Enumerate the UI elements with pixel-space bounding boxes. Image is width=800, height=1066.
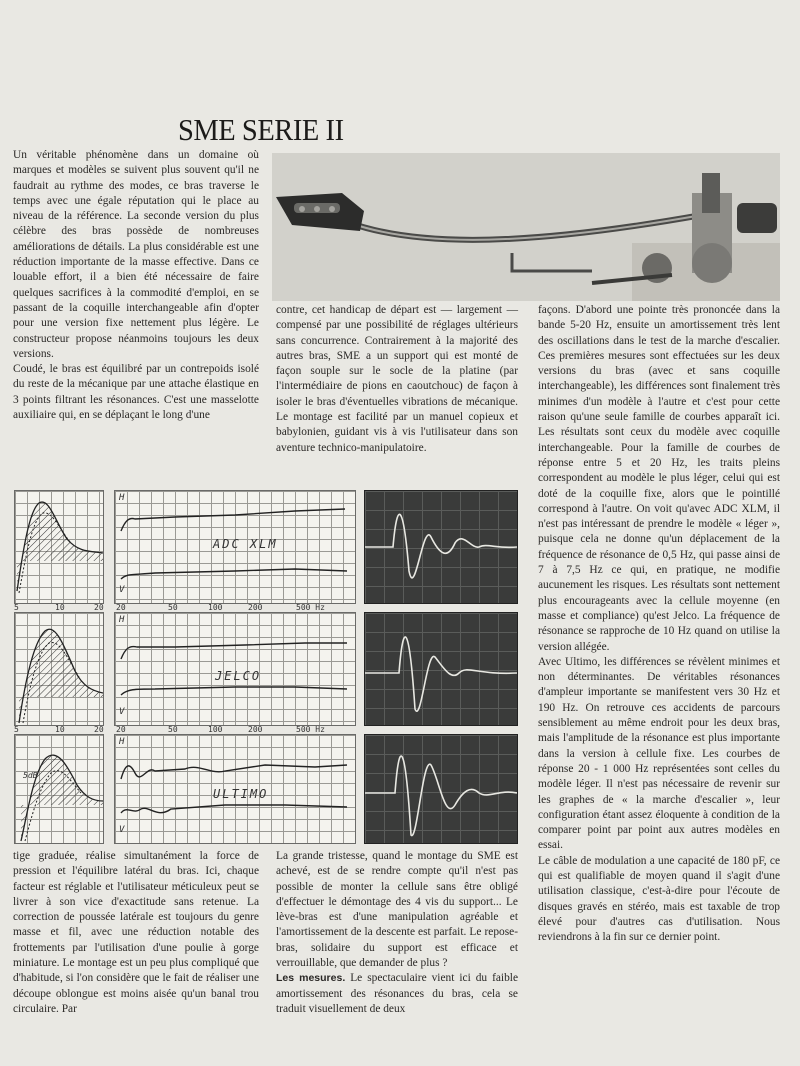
- column-2-bottom: [276, 849, 518, 1017]
- step-response-trace: [365, 735, 517, 843]
- step-response-scope-adc: [364, 490, 518, 604]
- paragraph: contre, cet handicap de départ est — largement — compensé par une possibilité de réglages ultérieurs sans concurrence. Contrairement à la majorité des autres bras, SME a un support qui est monté de façon souple sur le socle de la platine (par l'intermédiaire de pions en caoutchouc) de façon à isoler le bras d'éventuelles vibrations de mécanique. Le montage est facilité par un manuel copieux et babylonien, guidant vis à vis l'utilisateur dans son aventure technico-manipulatoire.: [276, 304, 518, 454]
- low-freq-chart-ultimo: [14, 734, 104, 844]
- tick-label: 20: [116, 725, 126, 734]
- wide-freq-chart-jelco: [114, 612, 356, 726]
- tick-label: 20: [94, 603, 104, 612]
- low-freq-curve: [15, 613, 103, 725]
- step-response-scope-ultimo: [364, 734, 518, 844]
- low-freq-curve: [15, 491, 103, 603]
- tick-label: 500 Hz: [296, 725, 325, 734]
- column-1-bottom: [13, 849, 259, 1017]
- column-1-top: [13, 148, 259, 423]
- tick-label: 5: [14, 603, 19, 612]
- step-response-trace: [365, 491, 517, 603]
- tonearm-photo: [272, 153, 780, 301]
- paragraph: façons. D'abord une pointe très prononcée dans la bande 5-20 Hz, ensuite un amortissement très lent des oscillations dans le test de la marche d'escalier. Ces premières mesures sont effectuées sur les deux versions du bras (avec et sans coquille interchangeable), les différences sont finalement très minimes d'un modèle à l'autre et c'est pour cette raison qu'une seule famille de courbes apparaît ici. Les résultats sont ceux du modèle avec coquille interchangeable. Pour la famille de courbes de réponse entre 5 et 20 Hz, les traits pleins correspondent au modèle le plus léger, celui qui est doté de la coquille fixe, alors que le pointillé correspond à l'autre. On voit qu'avec ADC XLM, il n'est pas intéressant de prendre le modèle « léger », puisque cela ne donne qu'un déplacement de la fréquence de résonance de 0,5 Hz, qui passe ainsi de 7 à 7,5 Hz ce qui, en pratique, ne modifie aucunement les risques. Les résultats sont nettement plus encourageants avec la cellule moyenne (en masse et compliance) qu'est Jelco. La fréquence de résonance se rapproche de 10 Hz quand on utilise la version allégée.: [538, 304, 780, 653]
- article-title: SME SERIE II: [178, 112, 344, 147]
- tick-label: 10: [55, 603, 65, 612]
- section-lead: Les mesures.: [276, 972, 346, 985]
- paragraph: Un véritable phénomène dans un domaine où marques et modèles se suivent plus souvent qu'il ne faudrait au rythme des modes, ce bras traverse le temps avec une égale réputation qui le place au niveau de la référence. La seconde version du plus célèbre des bras possède de nombreuses améliorations de détails. La plus considérable est une réduction importante de la masse effective. Dans ce louable effort, il a bien été nécessaire de faire quelques sacrifices à la commodité d'emploi, en se passant de la coquille interchangeable afin d'opter pour une version fixe nettement plus légère. Le constructeur propose néanmoins toujours les deux versions.: [13, 149, 259, 360]
- h-label: H: [119, 615, 125, 625]
- low-freq-chart-jelco: [14, 612, 104, 726]
- tick-label: 100: [208, 725, 223, 734]
- tonearm-illustration: [272, 153, 780, 301]
- cartridge-label-ultimo: ULTIMO: [213, 787, 269, 801]
- section-text: Le spectaculaire vient ici du faible amortissement des résonances du bras, cela se traduit visuellement de deux: [276, 972, 518, 1015]
- step-response-scope-jelco: [364, 612, 518, 726]
- tick-label: 10: [55, 725, 65, 734]
- low-freq-chart-adc: [14, 490, 104, 604]
- tick-label: 5: [14, 725, 19, 734]
- column-2-top: [276, 303, 518, 456]
- paragraph: Coudé, le bras est équilibré par un contrepoids isolé du reste de la mécanique par une attache élastique en 3 points filtrant les résonances. C'est une masselotte auxiliaire qui, en se déplaçant le long d'une: [13, 363, 259, 422]
- v-label: V: [119, 585, 125, 595]
- h-label: H: [119, 493, 125, 503]
- step-response-trace: [365, 613, 517, 725]
- h-label: H: [119, 737, 125, 747]
- tick-label: 50: [168, 725, 178, 734]
- column-3: [538, 303, 780, 945]
- paragraph: Avec Ultimo, les différences se révèlent minimes et non déterminantes. De véritables résonances d'ampleur importante se manifestent vers 30 Hz et 190 Hz. On retrouve ces accidents de parcours sensiblement au même endroit pour les deux bras, mais l'amplitude de la résonance est plus importante dans la version à cellule fixe. Les courbes de réponse 20 - 1 000 Hz représentées sont celles du modèle léger. Il n'est pas nécessaire de revenir sur les graphes de « la marche d'escalier », leur configuration étant assez éloquente à condition de la comparer point par point aux autres modèles en essai.: [538, 655, 780, 852]
- wide-freq-chart-adc: [114, 490, 356, 604]
- cartridge-label-jelco: JELCO: [215, 669, 262, 683]
- paragraph: tige graduée, réalise simultanément la force de pression et l'équilibre latéral du bras. Ici, chaque facteur est réglable et l'utilisateur méticuleux peut se livrer à son vice d'exactitude sans retenue. La correction de poussée latérale est toujours du genre masse et fil, avec une réduction notable des frottements par l'utilisation d'une poulie à gorge miniature. Le montage est un peu plus compliqué que d'habitude, si l'on considère que le fait de réaliser une découpe oblongue est moins aisée qu'un banal trou circulaire. Par: [13, 850, 259, 1015]
- paragraph: Le câble de modulation a une capacité de 180 pF, ce qui est qualifiable de moyen quand il s'agit d'une utilisation classique, c'est-à-dire pour l'écoute de disques gravés en stéréo, mais est taxable de trop élevé pour d'autres cas d'utilisation. Nous reviendrons à la fin sur ce dernier point.: [538, 854, 780, 944]
- tick-label: 100: [208, 603, 223, 612]
- tick-label: 200: [248, 603, 263, 612]
- cartridge-label-adc: ADC XLM: [213, 537, 278, 551]
- v-label: V: [119, 825, 125, 835]
- db-scale-label: 5dB: [23, 771, 38, 780]
- paragraph: La grande tristesse, quand le montage du SME est achevé, est de se rendre compte qu'il n'est pas possible de monter la cellule sans être obligé d'effectuer le démontage des 4 vis du support... Le lève-bras est d'une manipulation agréable et l'amortissement de la descente est parfait. Le repose-bras, solidaire du support est efficace et verrouillable, que demander de plus ?: [276, 850, 518, 970]
- tick-label: 50: [168, 603, 178, 612]
- low-freq-curve: [15, 735, 103, 843]
- tick-label: 20: [116, 603, 126, 612]
- tick-label: 200: [248, 725, 263, 734]
- tick-label: 20: [94, 725, 104, 734]
- paragraph: [276, 971, 518, 1017]
- v-label: V: [119, 707, 125, 717]
- tick-label: 500 Hz: [296, 603, 325, 612]
- wide-freq-chart-ultimo: [114, 734, 356, 844]
